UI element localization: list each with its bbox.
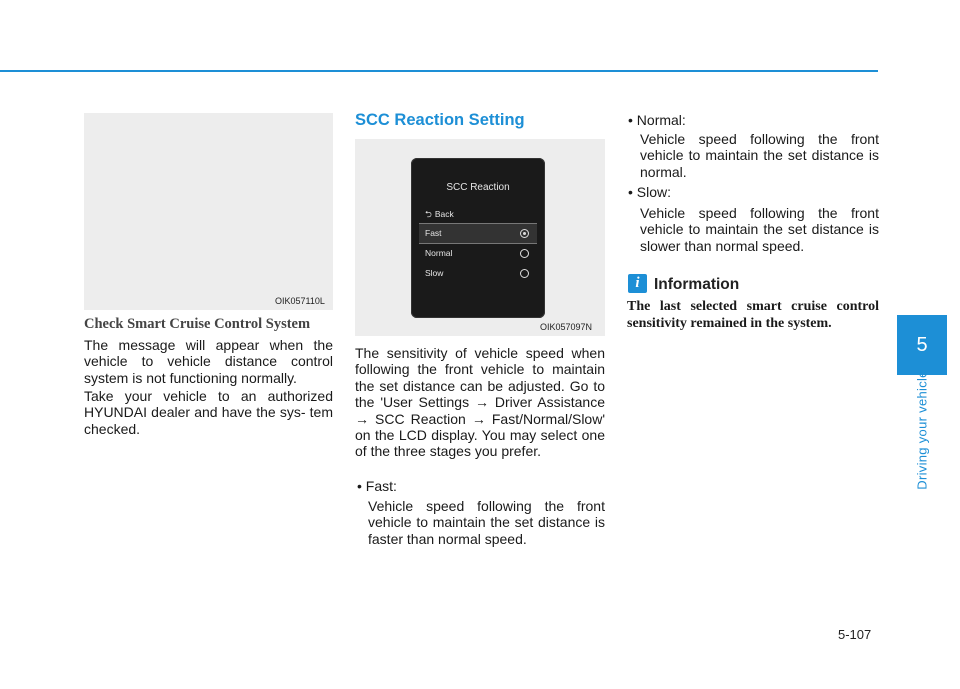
chapter-title: Driving your vehicle xyxy=(914,370,930,490)
option-fast[interactable] xyxy=(419,224,537,243)
chapter-number: 5 xyxy=(916,333,928,356)
radio-empty-icon xyxy=(520,249,529,258)
option-label: Normal xyxy=(425,248,453,258)
paragraph: The message will appear when the vehicle to vehicle distance control system is not functioning normally. xyxy=(84,337,333,386)
bullet-text: Vehicle speed following the front vehicle to maintain the set distance is normal. xyxy=(640,131,879,180)
bullet-text: Vehicle speed following the front vehicle to maintain the set distance is faster than normal speed. xyxy=(368,498,605,547)
radio-selected-icon xyxy=(520,229,529,238)
radio-empty-icon xyxy=(520,269,529,278)
paragraph: Take your vehicle to an authorized HYUNDAI dealer and have the sys- tem checked. xyxy=(84,388,333,437)
option-slow[interactable] xyxy=(419,264,537,283)
bullet-label: • Fast: xyxy=(357,478,397,494)
top-rule xyxy=(0,70,878,72)
option-normal[interactable] xyxy=(419,244,537,263)
screen-title: SCC Reaction xyxy=(446,182,510,193)
info-icon: i xyxy=(628,274,647,293)
section-heading: Check Smart Cruise Control System xyxy=(84,316,311,332)
option-label: Fast xyxy=(425,228,442,238)
chapter-tab xyxy=(897,315,947,375)
lcd-screen xyxy=(411,158,545,318)
bullet-label: • Slow: xyxy=(628,184,672,200)
info-title: Information xyxy=(654,276,740,293)
back-label: Back xyxy=(434,209,454,219)
warning-message-image xyxy=(84,113,333,310)
section-heading: SCC Reaction Setting xyxy=(355,111,525,129)
paragraph: The sensitivity of vehicle speed when following the front vehicle to maintain the set distance can be adjusted. Go to the 'User Settings → Driver Assistance → SCC Reaction → Fast/Normal/Slow' on the LCD display. You may select one of the three stages you prefer. xyxy=(355,345,605,460)
back-arrow-icon: ⮌ xyxy=(425,209,432,219)
info-text: The last selected smart cruise control sensitivity remained in the system. xyxy=(627,299,879,331)
bullet-label: • Normal: xyxy=(628,112,686,128)
image-caption: OIK057097N xyxy=(540,322,593,332)
option-label: Slow xyxy=(425,268,444,278)
image-caption: OIK057110L xyxy=(275,296,325,306)
bullet-text: Vehicle speed following the front vehicle to maintain the set distance is slower than normal speed. xyxy=(640,205,879,254)
page-number: 5-107 xyxy=(838,627,872,642)
back-button[interactable] xyxy=(425,209,454,223)
